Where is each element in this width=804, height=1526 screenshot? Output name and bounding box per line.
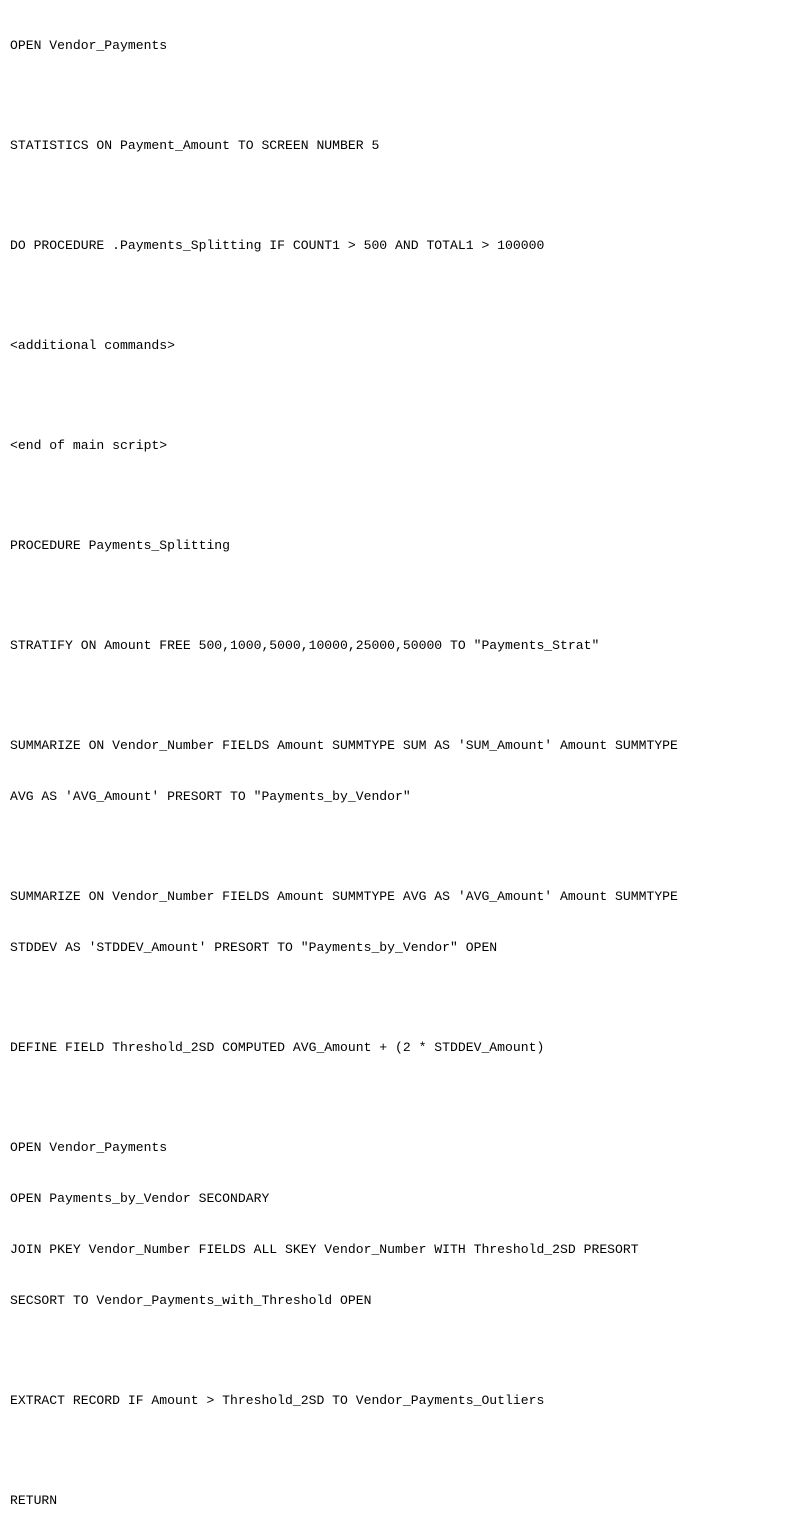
blank-line bbox=[10, 1343, 794, 1358]
blank-line bbox=[10, 990, 794, 1005]
script-line: SECSORT TO Vendor_Payments_with_Threshold OPEN bbox=[10, 1293, 372, 1308]
blank-line bbox=[10, 488, 794, 503]
script-line: <additional commands> bbox=[10, 338, 176, 353]
script-line: JOIN PKEY Vendor_Number FIELDS ALL SKEY Vendor_Number WITH Threshold_2SD PRESORT bbox=[10, 1242, 639, 1257]
script-line: DEFINE FIELD Threshold_2SD COMPUTED AVG_Amount + (2 * STDDEV_Amount) bbox=[10, 1040, 545, 1055]
script-line: SUMMARIZE ON Vendor_Number FIELDS Amount SUMMTYPE SUM AS 'SUM_Amount' Amount SUMMTYPE bbox=[10, 738, 678, 753]
blank-line bbox=[10, 839, 794, 854]
script-line: OPEN Vendor_Payments bbox=[10, 38, 168, 53]
script-line: DO PROCEDURE .Payments_Splitting IF COUNT1 > 500 AND TOTAL1 > 100000 bbox=[10, 238, 545, 253]
script-line: <end of main script> bbox=[10, 438, 168, 453]
script-line: PROCEDURE Payments_Splitting bbox=[10, 538, 231, 553]
script-line: EXTRACT RECORD IF Amount > Threshold_2SD TO Vendor_Payments_Outliers bbox=[10, 1393, 545, 1408]
script-line: AVG AS 'AVG_Amount' PRESORT TO "Payments_by_Vendor" bbox=[10, 789, 411, 804]
script-line: RETURN bbox=[10, 1493, 58, 1508]
script-line: OPEN Payments_by_Vendor SECONDARY bbox=[10, 1191, 270, 1206]
script-line: SUMMARIZE ON Vendor_Number FIELDS Amount SUMMTYPE AVG AS 'AVG_Amount' Amount SUMMTYPE bbox=[10, 889, 678, 904]
blank-line bbox=[10, 688, 794, 703]
script-listing bbox=[10, 3, 794, 1526]
script-line: STRATIFY ON Amount FREE 500,1000,5000,10000,25000,50000 TO "Payments_Strat" bbox=[10, 638, 600, 653]
blank-line bbox=[10, 588, 794, 603]
blank-line bbox=[10, 288, 794, 303]
blank-line bbox=[10, 388, 794, 403]
script-line: OPEN Vendor_Payments bbox=[10, 1140, 168, 1155]
blank-line bbox=[10, 1443, 794, 1458]
blank-line bbox=[10, 88, 794, 103]
blank-line bbox=[10, 1090, 794, 1105]
script-line: STATISTICS ON Payment_Amount TO SCREEN NUMBER 5 bbox=[10, 138, 380, 153]
script-line: STDDEV AS 'STDDEV_Amount' PRESORT TO "Payments_by_Vendor" OPEN bbox=[10, 940, 498, 955]
blank-line bbox=[10, 188, 794, 203]
